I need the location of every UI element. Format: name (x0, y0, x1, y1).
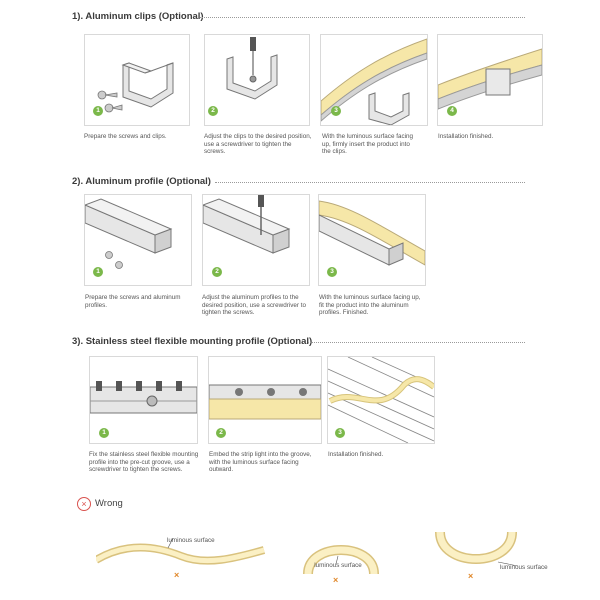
section-1-step-3-badge: 3 (331, 106, 341, 116)
wrong-example-3-label: luminous surface (500, 564, 548, 571)
section-2-step-2-caption: Adjust the aluminum profiles to the desired position, use a screwdriver to tighten the screws. (202, 294, 306, 317)
section-1-step-4-caption: Installation finished. (438, 133, 494, 140)
section-3-step-3-badge: 3 (335, 428, 345, 438)
section-3-step-1-badge: 1 (99, 428, 109, 438)
section-3-step-2-caption: Embed the strip light into the groove, with the luminous surface facing outward. (209, 451, 312, 474)
section-1-step-2-image (204, 34, 310, 126)
section-3-step-1-caption: Fix the stainless steel flexible mounting profile into the pre-cut groove, use a screwdriver to tighten the screws. (89, 451, 199, 474)
section-2-step-1-badge: 1 (93, 267, 103, 277)
section-1-step-1-badge: 1 (93, 106, 103, 116)
section-2-step-3-caption: With the luminous surface facing up, fit the product into the aluminum profiles. Finished. (319, 294, 421, 317)
section-1-step-4-badge: 4 (447, 106, 457, 116)
section-3-step-2-badge: 2 (216, 428, 226, 438)
section-1-step-2-caption: Adjust the clips to the desired position, use a screwdriver to tighten the screws. (204, 133, 312, 156)
wrong-example-2-x-icon: × (333, 575, 339, 585)
section-3-title: 3). Stainless steel flexible mounting profile (Optional) (72, 336, 313, 347)
wrong-example-1-label: luminous surface (167, 537, 215, 544)
section-3-step-3-caption: Installation finished. (328, 451, 384, 458)
section-2-step-3-badge: 3 (327, 267, 337, 277)
section-2-step-1-caption: Prepare the screws and aluminum profiles. (85, 294, 181, 309)
section-1-title: 1). Aluminum clips (Optional) (72, 11, 204, 22)
section-3-divider (308, 342, 525, 343)
x-circle-icon: × (77, 497, 91, 511)
section-2-title: 2). Aluminum profile (Optional) (72, 176, 211, 187)
section-1-step-1-caption: Prepare the screws and clips. (84, 133, 167, 140)
wrong-example-2-label: luminous surface (314, 562, 362, 569)
wrong-example-1-x-icon: × (174, 570, 180, 580)
section-1-divider (200, 17, 525, 18)
section-2-step-2-badge: 2 (212, 267, 222, 277)
section-2-divider (215, 182, 525, 183)
section-1-step-3-caption: With the luminous surface facing up, firmly insert the product into the clips. (322, 133, 413, 156)
wrong-example-3-x-icon: × (468, 571, 474, 581)
wrong-label: Wrong (95, 498, 123, 509)
section-1-step-2-badge: 2 (208, 106, 218, 116)
